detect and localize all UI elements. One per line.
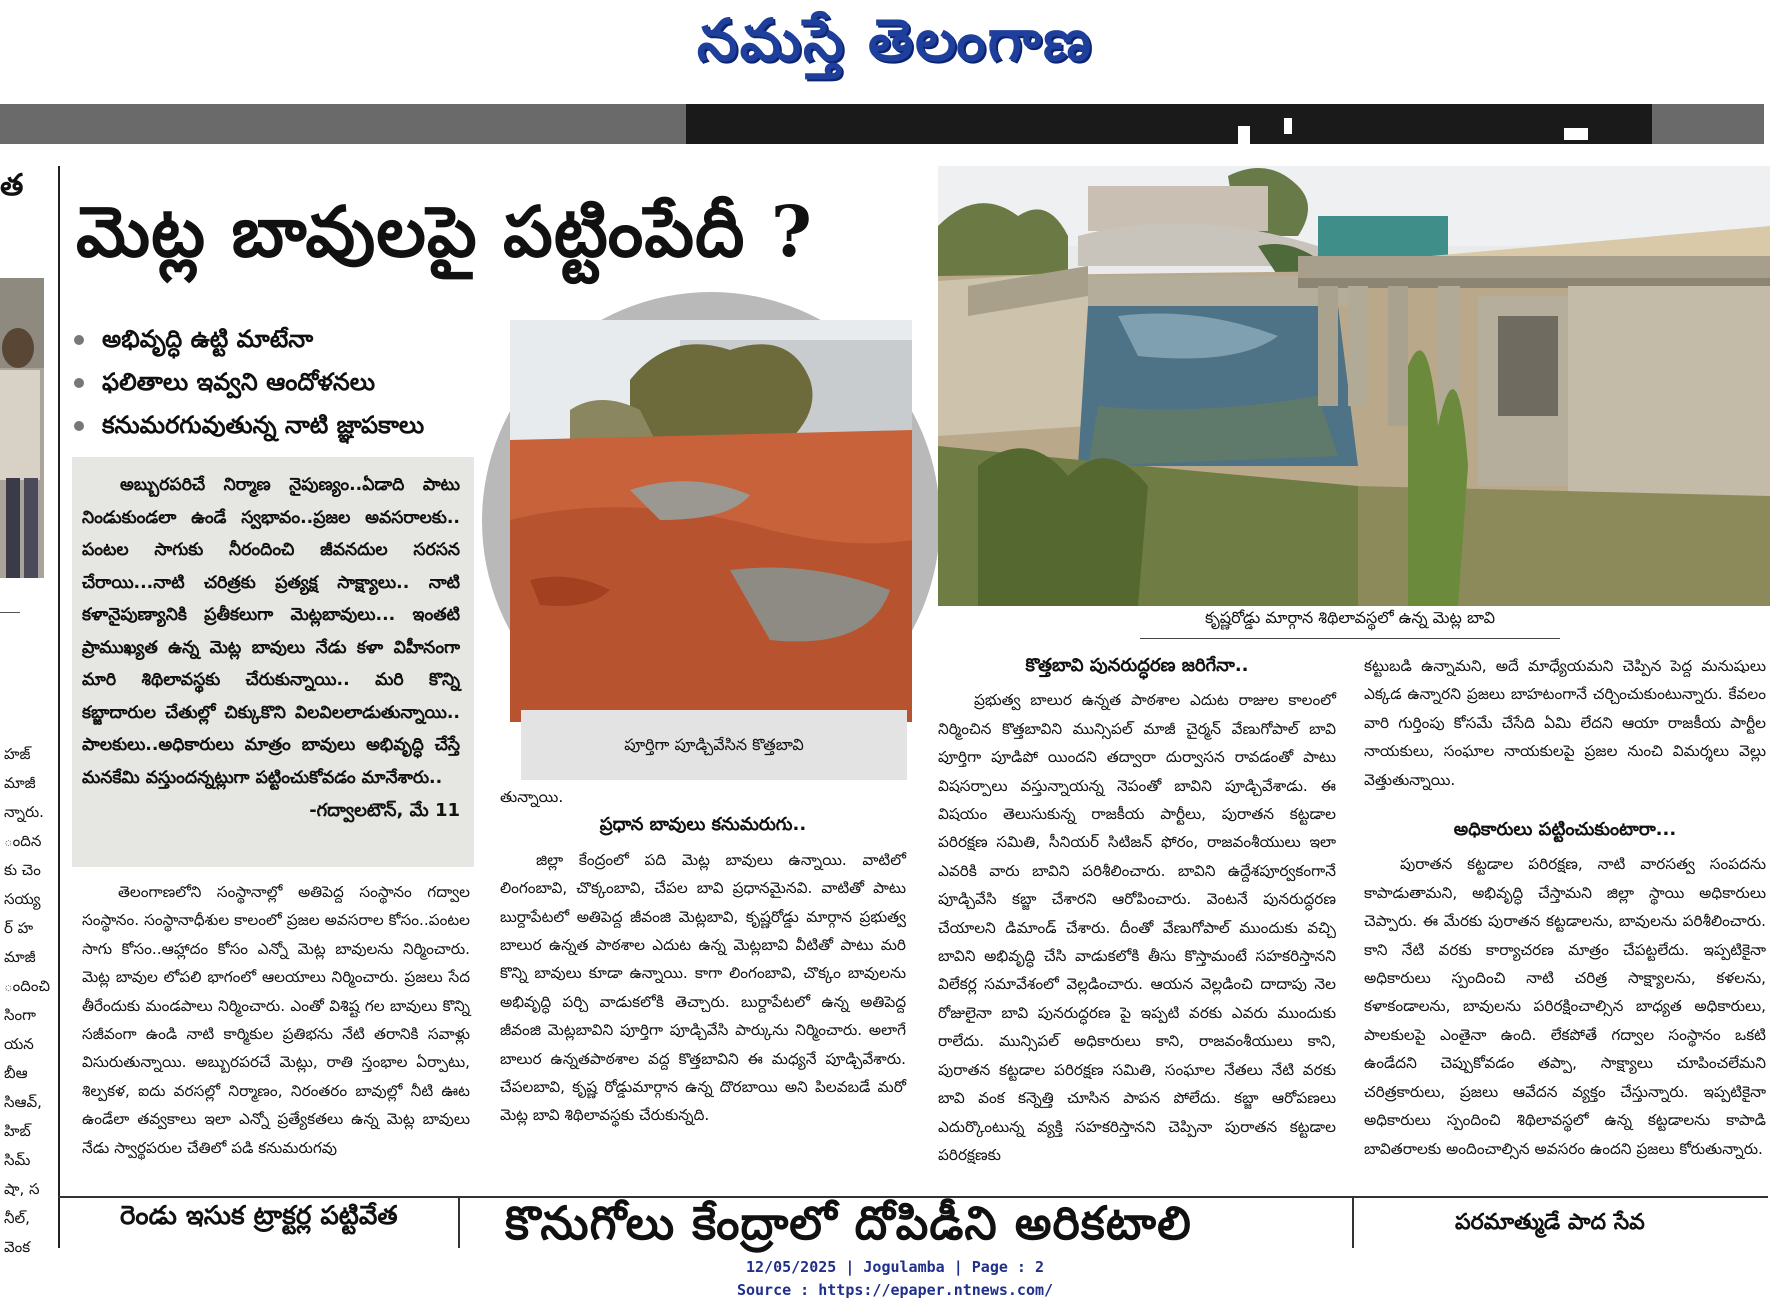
left-strip-text: హజ్ మాజీ న్నారు. ందిన కు చెం సయ్య ర్ హ మాజీ ందించి సింగా యన బీఆ సిఆవ్, హిబ్ సిమ్ షా, స నీల్, వెంక [4, 745, 50, 1256]
column-rule [1352, 1196, 1354, 1248]
left-strip-headline-fragment: త [0, 168, 24, 203]
left-strip-photo [0, 278, 44, 578]
article-column-4 [1364, 652, 1766, 1163]
left-strip-rule [0, 612, 20, 613]
body-text-continued: తున్నాయి. [500, 788, 564, 806]
photo-caption: పూర్తిగా పూడ్చివేసిన కొత్తబావి [624, 735, 804, 754]
caption-underline [1140, 638, 1560, 639]
stepwell-photo [938, 166, 1770, 606]
bottom-headline-center: కొనుగోలు కేంద్రాలో దోపిడీని అరికటాలి [505, 1196, 1192, 1250]
body-text: జిల్లా కేంద్రంలో పది మెట్ల బావులు ఉన్నాయి. వాటిలో లింగంబావి, చొక్కంబావి, చేపల బావి ప్రధానమైనవి. వాటితో పాటు బుర్దాపేటలో అతిపెద్ద జీవంజి మెట్లబావి, కృష్ణరోడ్డు మార్గాన ప్రభుత్వ బాలుర ఉన్నత పాఠశాల ఎదుట ఉన్న మెట్లబావి వీటితో పాటు మరి కొన్ని బావులు కూడా ఉన్నాయి. కాగా లింగంబావి, చొక్కం బావులను అభివృద్ధి పర్చి వాడుకలోకి తెచ్చారు. బుర్దాపేటలో ఉన్న అతిపెద్ద జీవంజి మెట్లబావిని పూర్తిగా పూడ్చివేసి పార్కును నిర్మించారు. అలాగే బాలుర ఉన్నతపాఠశాల వద్ద కొత్తబావిని ఈ మధ్యనే పూడ్చివేశారు. చేపలబావి, కృష్ణ రోడ్డుమార్గాన ఉన్న దొరబాయి అని పిలవబడే మరో మెట్ల బావి శిథిలావస్థకు చేరుకున్నది. [500, 850, 906, 1125]
article-column-3 [938, 652, 1336, 1169]
bullet-dot-icon [74, 335, 84, 345]
bottom-headline-right: పరమాత్ముడే పాద సేవ [1455, 1210, 1645, 1235]
intro-text: అబ్బురపరిచే నిర్మాణ నైపుణ్యం..ఏడాది పాటు నిండుకుండలా ఉండే స్వభావం..ప్రజల అవసరాలకు.. పంటల సాగుకు నీరందించి జీవనదుల సరసన చేరాయి...నాటి చరిత్రకు ప్రత్యక్ష సాక్ష్యాలు.. నాటి కళానైపుణ్యానికి ప్రతీకలుగా మెట్లబావులు... ఇంతటి ప్రాముఖ్యత ఉన్న మెట్ల బావులు నేడు కళా విహీనంగా మారి శిథిలావస్థకు చేరుకున్నాయి.. మరి కొన్ని కబ్జాదారుల చేతుల్లో చిక్కుకొని విలవిలలాడుతున్నాయి.. పాలకులు..అధికారులు మాత్రం బావులు అభివృద్ధి చేస్తే మనకేమి వస్తుందన్నట్లుగా పట్టించుకోవడం మానేశారు.. [82, 475, 460, 788]
dateline: -గద్వాలటౌన్, మే 11 [309, 800, 460, 821]
footer-source-link[interactable]: Source : https://epaper.ntnews.com/ [736, 1281, 1054, 1299]
body-text: పురాతన కట్టడాల పరిరక్షణ, నాటి వారసత్వ సంపదను కాపాడుతామని, అభివృద్ధి చేస్తామని జిల్లా స్థాయి అధికారులు చెప్పారు. ఈ మేరకు పురాతన కట్టడాలను, బావులను పరిశీలించారు. కాని నేటి వరకు కార్యాచరణ మాత్రం చేపట్టలేదు. ఇప్పటికైనా అధికారులు స్పందించి నాటి చరిత్ర సాక్ష్యాలను, కళలను, కళాకండాలను, బావులను పరిరక్షించాల్సిన బాధ్యత అధికారులు, పాలకులపై ఎంతైనా ఉంది. లేకపోతే గద్వాల సంస్థానం ఒకటి ఉండేదని చెప్పుకోవడం తప్పా, సాక్ష్యాలు చూపించలేమని చరిత్రకారులు, ప్రజలు ఆవేదన వ్యక్తం చేస్తున్నారు. ఇప్పటికైనా అధికారులు స్పందించి శిథిలావస్థలో ఉన్న కట్టడాలను కాపాడి బావితరాలకు అందించాల్సిన అవసరం ఉందని ప్రజలు కోరుతున్నారు. [1364, 855, 1766, 1158]
subheading: ప్రధాన బావులు కనుమరుగు.. [599, 814, 807, 836]
bullet-item: ఫలితాలు ఇవ్వని ఆందోళనలు [74, 361, 484, 404]
bullet-dot-icon [74, 378, 84, 388]
article-column-1 [82, 878, 470, 1162]
body-text: కట్టుబడి ఉన్నామని, అదే మాధ్యేయమని చెప్పిన పెద్ద మనుషులు ఎక్కడ ఉన్నారని ప్రజలు బాహటంగానే చర్చించుకుంటున్నారు. కేవలం వారి గుర్తింపు కోసమే చేసేది ఏమి లేదని ఆయా రాజకీయ పార్టీల నాయకులు, సంఘాల నాయకులపై ప్రజల నుంచి విమర్శలు వెల్లు వెత్తుతున్నాయి. [1364, 657, 1766, 789]
highlight-bullets [74, 318, 484, 447]
bullet-item: అభివృద్ధి ఉట్టి మాటేనా [74, 318, 484, 361]
subheading: అధికారులు పట్టించుకుంటారా... [1453, 819, 1677, 841]
masthead [0, 0, 1790, 95]
header-band-dark [686, 104, 1652, 144]
body-text: ప్రభుత్వ బాలుర ఉన్నత పాఠశాల ఎదుట రాజుల కాలంలో నిర్మించిన కొత్తబావిని మున్సిపల్ మాజీ చైర్మన్ వేణుగోపాల్ బావి పూర్తిగా పూడిపో యిందని తద్వారా దుర్వాసన రావడంతో పాటు విషసర్పాలు వస్తున్నాయన్న నెపంతో బావిని పూడ్చివేశాడు. ఈ విషయం తెలుసుకున్న రాజకీయ పార్టీలు, పురాతన కట్టడాల పరిరక్షణ సమితి, సీనియర్ సిటిజన్ ఫోరం, రాజవంశీయులు ఇలా ఎవరికి వారు బావిని పరిశీలించారు. బావిని ఉద్దేశపూర్వకంగానే పూడ్చివేసి కబ్జా చేశారని ఆరోపించారు. వెంటనే పునరుద్ధరణ చేయాలని డిమాండ్ చేశారు. దీంతో వేణుగోపాల్ ముందుకు వచ్చి బావిని అభివృద్ధి చేసి వాడుకలోకి తీసు కొస్తామంటే సహకరిస్తానని విలేకర్ల సమావేశంలో వెల్లడించారు. ఆయన వెల్లడించి దాదాపు నెల రోజులైనా బావి పునరుద్ధరణ పై ఇప్పటి వరకు ఎవరు ముందుకు రాలేదు. మున్సిపల్ అధికారులు కాని, రాజవంశీయులు కాని, పురాతన కట్టడాల పరిరక్షణ సమితి, సంఘాల నేతలు నేటి వరకు బావి వంక కన్నెత్తి చూసిన పాపన పోలేదు. కబ్జా ఆరోపణలు ఎదుర్కొంటున్న వ్యక్తి సహకరిస్తానని చెప్పినా పురాతన కట్టడాల పరిరక్షణకు [938, 691, 1336, 1164]
body-text: తెలంగాణలోని సంస్థానాల్లో అతిపెద్ద సంస్థానం గద్వాల సంస్థానం. సంస్థానాధీశుల కాలంలో ప్రజల అవసరాల కోసం..పంటల సాగు కోసం..ఆహ్లాదం కోసం ఎన్నో మెట్ల బావులను నిర్మించారు. మెట్ల బావుల లోపలి భాగంలో ఆలయాలు నిర్మించారు. ప్రజలు సేద తీరేందుకు మండపాలు నిర్మించారు. ఎంతో విశిష్ట గల బావులు కొన్ని సజీవంగా ఉండి నాటి కార్మికుల ప్రతిభను నేటి తరానికి సవాళ్లు విసురుతున్నాయి. అబ్బురపరచే మెట్లు, రాతి స్తంభాల ఏర్పాటు, శిల్పకళ, ఐదు వరసల్లో నిర్మాణం, నిరంతరం బావుల్లో నీటి ఊట ఉండేలా తవ్వకాలు ఇలా ఎన్నో ప్రత్యేకతలు ఉన్న మెట్ల బావులు నేడు స్వార్థపరుల చేతిలో పడి కనుమరుగవు [82, 883, 470, 1157]
intro-box [72, 457, 474, 867]
footer-edition-info: 12/05/2025 | Jogulamba | Page : 2 [745, 1258, 1044, 1276]
bullet-dot-icon [74, 421, 84, 431]
photo-caption-box [521, 710, 907, 780]
filled-well-photo [510, 320, 912, 722]
stepwell-photo-caption: కృష్ణరోడ్డు మార్గాన శిథిలావస్థలో ఉన్న మెట్ల బావి [1204, 608, 1496, 627]
masthead-logo-text: నమస్తే తెలంగాణ [697, 6, 1093, 74]
bullet-item: కనుమరగువుతున్న నాటి జ్ఞాపకాలు [74, 404, 484, 447]
article-headline: మెట్ల బావులపై పట్టింపేదీ ? [76, 190, 813, 273]
column-rule [58, 166, 60, 1248]
subheading: కొత్తబావి పునరుద్ధరణ జరిగేనా.. [1025, 655, 1249, 676]
bottom-headline-left: రెండు ఇసుక ట్రాక్టర్ల పట్టివేత [120, 1201, 398, 1231]
page-footer [0, 1256, 1790, 1302]
column-rule [458, 1196, 460, 1248]
article-column-2 [500, 783, 906, 1130]
